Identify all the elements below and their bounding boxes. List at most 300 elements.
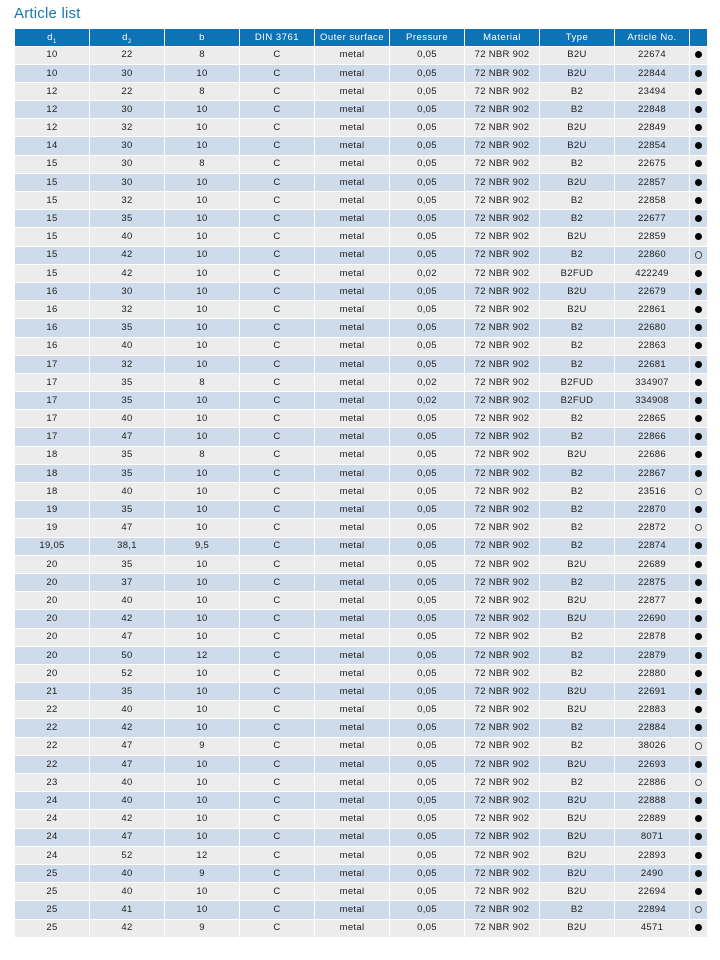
cell-material: 72 NBR 902 xyxy=(465,192,539,209)
cell-outer-surface: metal xyxy=(315,738,389,755)
cell-type: B2 xyxy=(540,210,614,227)
cell-article-no: 22858 xyxy=(615,192,689,209)
availability-filled-dot-icon xyxy=(695,433,702,440)
cell-b: 10 xyxy=(165,756,239,773)
cell-outer-surface: metal xyxy=(315,65,389,82)
cell-outer-surface: metal xyxy=(315,465,389,482)
cell-pressure: 0,05 xyxy=(390,701,464,718)
cell-d1: 15 xyxy=(15,210,89,227)
availability-filled-dot-icon xyxy=(695,142,702,149)
table-row xyxy=(15,356,707,373)
cell-din-3761: C xyxy=(240,538,314,555)
cell-type: B2 xyxy=(540,501,614,518)
table-row xyxy=(15,810,707,827)
table-row xyxy=(15,465,707,482)
cell-b: 10 xyxy=(165,137,239,154)
cell-article-no: 22677 xyxy=(615,210,689,227)
cell-article-no: 22674 xyxy=(615,47,689,64)
table-row xyxy=(15,174,707,191)
availability-filled-dot-icon xyxy=(695,506,702,513)
cell-article-no: 38026 xyxy=(615,738,689,755)
cell-pressure: 0,05 xyxy=(390,319,464,336)
availability-filled-dot-icon xyxy=(695,361,702,368)
cell-pressure: 0,05 xyxy=(390,65,464,82)
cell-outer-surface: metal xyxy=(315,228,389,245)
table-row xyxy=(15,247,707,264)
cell-outer-surface: metal xyxy=(315,156,389,173)
cell-material: 72 NBR 902 xyxy=(465,647,539,664)
cell-outer-surface: metal xyxy=(315,501,389,518)
cell-pressure: 0,05 xyxy=(390,338,464,355)
cell-material: 72 NBR 902 xyxy=(465,519,539,536)
cell-outer-surface: metal xyxy=(315,792,389,809)
cell-pressure: 0,05 xyxy=(390,283,464,300)
cell-article-no: 23494 xyxy=(615,83,689,100)
cell-material: 72 NBR 902 xyxy=(465,374,539,391)
cell-d2: 50 xyxy=(90,647,164,664)
cell-d2: 30 xyxy=(90,65,164,82)
cell-d2: 42 xyxy=(90,247,164,264)
cell-d2: 40 xyxy=(90,592,164,609)
cell-material: 72 NBR 902 xyxy=(465,865,539,882)
table-row xyxy=(15,228,707,245)
cell-d2: 42 xyxy=(90,719,164,736)
cell-d1: 12 xyxy=(15,101,89,118)
cell-type: B2 xyxy=(540,647,614,664)
cell-b: 10 xyxy=(165,210,239,227)
cell-d2: 35 xyxy=(90,210,164,227)
cell-d1: 22 xyxy=(15,738,89,755)
cell-outer-surface: metal xyxy=(315,192,389,209)
cell-outer-surface: metal xyxy=(315,538,389,555)
cell-b: 12 xyxy=(165,847,239,864)
table-row xyxy=(15,883,707,900)
cell-outer-surface: metal xyxy=(315,756,389,773)
cell-b: 10 xyxy=(165,683,239,700)
cell-article-no: 22686 xyxy=(615,447,689,464)
cell-outer-surface: metal xyxy=(315,301,389,318)
cell-material: 72 NBR 902 xyxy=(465,65,539,82)
cell-article-no: 22861 xyxy=(615,301,689,318)
cell-b: 9 xyxy=(165,865,239,882)
cell-d2: 47 xyxy=(90,829,164,846)
cell-din-3761: C xyxy=(240,119,314,136)
cell-d2: 30 xyxy=(90,156,164,173)
cell-type: B2U xyxy=(540,65,614,82)
cell-pressure: 0,05 xyxy=(390,574,464,591)
cell-d2: 52 xyxy=(90,847,164,864)
cell-material: 72 NBR 902 xyxy=(465,465,539,482)
cell-din-3761: C xyxy=(240,174,314,191)
cell-outer-surface: metal xyxy=(315,83,389,100)
cell-d2: 47 xyxy=(90,738,164,755)
cell-din-3761: C xyxy=(240,647,314,664)
cell-article-no: 4571 xyxy=(615,920,689,937)
cell-status xyxy=(690,738,707,755)
cell-d1: 25 xyxy=(15,883,89,900)
table-row xyxy=(15,483,707,500)
cell-pressure: 0,05 xyxy=(390,428,464,445)
cell-b: 10 xyxy=(165,774,239,791)
cell-article-no: 22694 xyxy=(615,883,689,900)
cell-status xyxy=(690,501,707,518)
cell-din-3761: C xyxy=(240,738,314,755)
cell-status xyxy=(690,883,707,900)
table-row xyxy=(15,865,707,882)
cell-din-3761: C xyxy=(240,47,314,64)
cell-article-no: 22888 xyxy=(615,792,689,809)
cell-article-no: 22675 xyxy=(615,156,689,173)
cell-status xyxy=(690,247,707,264)
cell-b: 10 xyxy=(165,792,239,809)
cell-din-3761: C xyxy=(240,556,314,573)
cell-d1: 16 xyxy=(15,319,89,336)
cell-pressure: 0,05 xyxy=(390,47,464,64)
cell-material: 72 NBR 902 xyxy=(465,901,539,918)
cell-d1: 15 xyxy=(15,247,89,264)
table-row xyxy=(15,592,707,609)
cell-material: 72 NBR 902 xyxy=(465,810,539,827)
cell-status xyxy=(690,338,707,355)
cell-d1: 18 xyxy=(15,483,89,500)
cell-d2: 47 xyxy=(90,756,164,773)
cell-material: 72 NBR 902 xyxy=(465,792,539,809)
cell-type: B2U xyxy=(540,174,614,191)
availability-filled-dot-icon xyxy=(695,561,702,568)
cell-din-3761: C xyxy=(240,301,314,318)
cell-d2: 47 xyxy=(90,519,164,536)
cell-material: 72 NBR 902 xyxy=(465,610,539,627)
cell-status xyxy=(690,119,707,136)
availability-filled-dot-icon xyxy=(695,288,702,295)
table-row xyxy=(15,701,707,718)
cell-status xyxy=(690,665,707,682)
cell-d2: 35 xyxy=(90,374,164,391)
cell-pressure: 0,05 xyxy=(390,210,464,227)
cell-d1: 25 xyxy=(15,901,89,918)
table-row xyxy=(15,428,707,445)
column-header-b: b xyxy=(165,29,239,46)
cell-b: 10 xyxy=(165,701,239,718)
cell-din-3761: C xyxy=(240,392,314,409)
cell-b: 10 xyxy=(165,719,239,736)
cell-b: 8 xyxy=(165,83,239,100)
cell-d1: 17 xyxy=(15,410,89,427)
cell-d1: 20 xyxy=(15,556,89,573)
cell-b: 10 xyxy=(165,592,239,609)
cell-d1: 24 xyxy=(15,792,89,809)
cell-material: 72 NBR 902 xyxy=(465,410,539,427)
cell-din-3761: C xyxy=(240,847,314,864)
cell-material: 72 NBR 902 xyxy=(465,119,539,136)
cell-type: B2U xyxy=(540,792,614,809)
table-row xyxy=(15,283,707,300)
cell-b: 10 xyxy=(165,301,239,318)
cell-pressure: 0,05 xyxy=(390,538,464,555)
cell-article-no: 22883 xyxy=(615,701,689,718)
availability-filled-dot-icon xyxy=(695,542,702,549)
cell-pressure: 0,05 xyxy=(390,119,464,136)
cell-article-no: 334908 xyxy=(615,392,689,409)
cell-article-no: 334907 xyxy=(615,374,689,391)
cell-material: 72 NBR 902 xyxy=(465,392,539,409)
cell-article-no: 22870 xyxy=(615,501,689,518)
cell-status xyxy=(690,356,707,373)
cell-din-3761: C xyxy=(240,701,314,718)
cell-material: 72 NBR 902 xyxy=(465,228,539,245)
cell-d1: 12 xyxy=(15,119,89,136)
availability-filled-dot-icon xyxy=(695,815,702,822)
table-row xyxy=(15,65,707,82)
cell-din-3761: C xyxy=(240,283,314,300)
cell-din-3761: C xyxy=(240,356,314,373)
cell-d2: 40 xyxy=(90,228,164,245)
cell-d2: 22 xyxy=(90,47,164,64)
cell-d1: 20 xyxy=(15,629,89,646)
cell-d2: 40 xyxy=(90,338,164,355)
cell-b: 10 xyxy=(165,101,239,118)
cell-din-3761: C xyxy=(240,592,314,609)
table-row xyxy=(15,683,707,700)
cell-material: 72 NBR 902 xyxy=(465,847,539,864)
availability-empty-dot-icon xyxy=(695,906,703,914)
cell-status xyxy=(690,392,707,409)
table-row xyxy=(15,920,707,937)
cell-d1: 20 xyxy=(15,574,89,591)
cell-type: B2 xyxy=(540,574,614,591)
cell-outer-surface: metal xyxy=(315,901,389,918)
cell-article-no: 8071 xyxy=(615,829,689,846)
cell-pressure: 0,05 xyxy=(390,501,464,518)
cell-status xyxy=(690,683,707,700)
cell-type: B2U xyxy=(540,883,614,900)
cell-outer-surface: metal xyxy=(315,701,389,718)
cell-pressure: 0,05 xyxy=(390,647,464,664)
cell-status xyxy=(690,101,707,118)
cell-article-no: 22859 xyxy=(615,228,689,245)
cell-article-no: 22867 xyxy=(615,465,689,482)
cell-d2: 40 xyxy=(90,483,164,500)
availability-filled-dot-icon xyxy=(695,342,702,349)
cell-din-3761: C xyxy=(240,374,314,391)
cell-b: 10 xyxy=(165,483,239,500)
table-row xyxy=(15,847,707,864)
cell-type: B2U xyxy=(540,610,614,627)
cell-din-3761: C xyxy=(240,719,314,736)
cell-pressure: 0,05 xyxy=(390,829,464,846)
cell-din-3761: C xyxy=(240,338,314,355)
cell-type: B2 xyxy=(540,319,614,336)
cell-material: 72 NBR 902 xyxy=(465,665,539,682)
cell-d2: 40 xyxy=(90,410,164,427)
cell-outer-surface: metal xyxy=(315,247,389,264)
cell-outer-surface: metal xyxy=(315,101,389,118)
cell-pressure: 0,05 xyxy=(390,447,464,464)
cell-outer-surface: metal xyxy=(315,47,389,64)
cell-d2: 52 xyxy=(90,665,164,682)
cell-status xyxy=(690,319,707,336)
cell-type: B2U xyxy=(540,228,614,245)
cell-type: B2 xyxy=(540,665,614,682)
cell-din-3761: C xyxy=(240,428,314,445)
cell-b: 8 xyxy=(165,374,239,391)
cell-type: B2 xyxy=(540,738,614,755)
cell-d2: 37 xyxy=(90,574,164,591)
cell-outer-surface: metal xyxy=(315,683,389,700)
cell-outer-surface: metal xyxy=(315,629,389,646)
cell-outer-surface: metal xyxy=(315,338,389,355)
cell-d1: 12 xyxy=(15,83,89,100)
table-row xyxy=(15,137,707,154)
cell-material: 72 NBR 902 xyxy=(465,265,539,282)
cell-d2: 38,1 xyxy=(90,538,164,555)
cell-d1: 15 xyxy=(15,174,89,191)
cell-type: B2FUD xyxy=(540,374,614,391)
cell-d1: 20 xyxy=(15,647,89,664)
availability-filled-dot-icon xyxy=(695,724,702,731)
cell-b: 10 xyxy=(165,338,239,355)
cell-d2: 35 xyxy=(90,392,164,409)
cell-type: B2 xyxy=(540,156,614,173)
cell-d2: 42 xyxy=(90,810,164,827)
cell-d1: 16 xyxy=(15,283,89,300)
cell-d1: 18 xyxy=(15,465,89,482)
cell-outer-surface: metal xyxy=(315,920,389,937)
cell-d2: 35 xyxy=(90,447,164,464)
cell-type: B2U xyxy=(540,301,614,318)
cell-din-3761: C xyxy=(240,665,314,682)
table-row xyxy=(15,47,707,64)
cell-type: B2U xyxy=(540,810,614,827)
cell-b: 10 xyxy=(165,247,239,264)
cell-din-3761: C xyxy=(240,865,314,882)
cell-b: 10 xyxy=(165,174,239,191)
table-row xyxy=(15,792,707,809)
cell-d1: 16 xyxy=(15,338,89,355)
cell-article-no: 22681 xyxy=(615,356,689,373)
column-header-article-no: Article No. xyxy=(615,29,689,46)
cell-type: B2 xyxy=(540,774,614,791)
table-row xyxy=(15,538,707,555)
cell-pressure: 0,05 xyxy=(390,847,464,864)
cell-material: 72 NBR 902 xyxy=(465,247,539,264)
cell-b: 10 xyxy=(165,901,239,918)
cell-type: B2FUD xyxy=(540,392,614,409)
cell-pressure: 0,05 xyxy=(390,792,464,809)
cell-status xyxy=(690,137,707,154)
cell-din-3761: C xyxy=(240,101,314,118)
cell-article-no: 22878 xyxy=(615,629,689,646)
availability-filled-dot-icon xyxy=(695,379,702,386)
availability-filled-dot-icon xyxy=(695,833,702,840)
availability-empty-dot-icon xyxy=(695,488,703,496)
cell-d1: 17 xyxy=(15,374,89,391)
cell-d1: 20 xyxy=(15,665,89,682)
cell-b: 10 xyxy=(165,410,239,427)
availability-filled-dot-icon xyxy=(695,652,702,659)
table-row xyxy=(15,338,707,355)
cell-type: B2U xyxy=(540,865,614,882)
cell-d2: 42 xyxy=(90,265,164,282)
availability-filled-dot-icon xyxy=(695,106,702,113)
availability-filled-dot-icon xyxy=(695,688,702,695)
cell-pressure: 0,05 xyxy=(390,247,464,264)
cell-b: 9 xyxy=(165,920,239,937)
cell-b: 10 xyxy=(165,283,239,300)
cell-article-no: 22860 xyxy=(615,247,689,264)
column-header-d2: $d_2$ xyxy=(90,29,164,46)
cell-pressure: 0,05 xyxy=(390,356,464,373)
table-row xyxy=(15,83,707,100)
cell-pressure: 0,05 xyxy=(390,592,464,609)
cell-type: B2 xyxy=(540,356,614,373)
column-header-din-3761: DIN 3761 xyxy=(240,29,314,46)
cell-article-no: 22691 xyxy=(615,683,689,700)
cell-d1: 17 xyxy=(15,428,89,445)
table-row xyxy=(15,101,707,118)
cell-material: 72 NBR 902 xyxy=(465,629,539,646)
cell-article-no: 22884 xyxy=(615,719,689,736)
cell-outer-surface: metal xyxy=(315,410,389,427)
cell-d2: 35 xyxy=(90,683,164,700)
table-row xyxy=(15,410,707,427)
cell-article-no: 22889 xyxy=(615,810,689,827)
cell-pressure: 0,05 xyxy=(390,665,464,682)
cell-material: 72 NBR 902 xyxy=(465,356,539,373)
cell-d1: 10 xyxy=(15,65,89,82)
cell-article-no: 22849 xyxy=(615,119,689,136)
cell-d2: 40 xyxy=(90,774,164,791)
cell-b: 9 xyxy=(165,738,239,755)
cell-b: 10 xyxy=(165,574,239,591)
cell-outer-surface: metal xyxy=(315,574,389,591)
availability-filled-dot-icon xyxy=(695,870,702,877)
cell-outer-surface: metal xyxy=(315,483,389,500)
cell-material: 72 NBR 902 xyxy=(465,137,539,154)
cell-type: B2U xyxy=(540,920,614,937)
cell-b: 10 xyxy=(165,356,239,373)
cell-type: B2U xyxy=(540,556,614,573)
table-row xyxy=(15,665,707,682)
cell-outer-surface: metal xyxy=(315,119,389,136)
table-row xyxy=(15,192,707,209)
cell-status xyxy=(690,592,707,609)
cell-d1: 25 xyxy=(15,865,89,882)
availability-filled-dot-icon xyxy=(695,324,702,331)
cell-article-no: 22690 xyxy=(615,610,689,627)
cell-type: B2 xyxy=(540,410,614,427)
cell-status xyxy=(690,428,707,445)
cell-pressure: 0,05 xyxy=(390,228,464,245)
cell-status xyxy=(690,610,707,627)
cell-din-3761: C xyxy=(240,228,314,245)
availability-filled-dot-icon xyxy=(695,233,702,240)
availability-filled-dot-icon xyxy=(695,451,702,458)
cell-status xyxy=(690,83,707,100)
availability-filled-dot-icon xyxy=(695,179,702,186)
cell-status xyxy=(690,756,707,773)
cell-outer-surface: metal xyxy=(315,356,389,373)
table-row xyxy=(15,265,707,282)
availability-filled-dot-icon xyxy=(695,797,702,804)
availability-filled-dot-icon xyxy=(695,215,702,222)
cell-din-3761: C xyxy=(240,519,314,536)
table-row xyxy=(15,574,707,591)
cell-material: 72 NBR 902 xyxy=(465,556,539,573)
cell-d1: 17 xyxy=(15,392,89,409)
cell-d1: 17 xyxy=(15,356,89,373)
cell-article-no: 422249 xyxy=(615,265,689,282)
